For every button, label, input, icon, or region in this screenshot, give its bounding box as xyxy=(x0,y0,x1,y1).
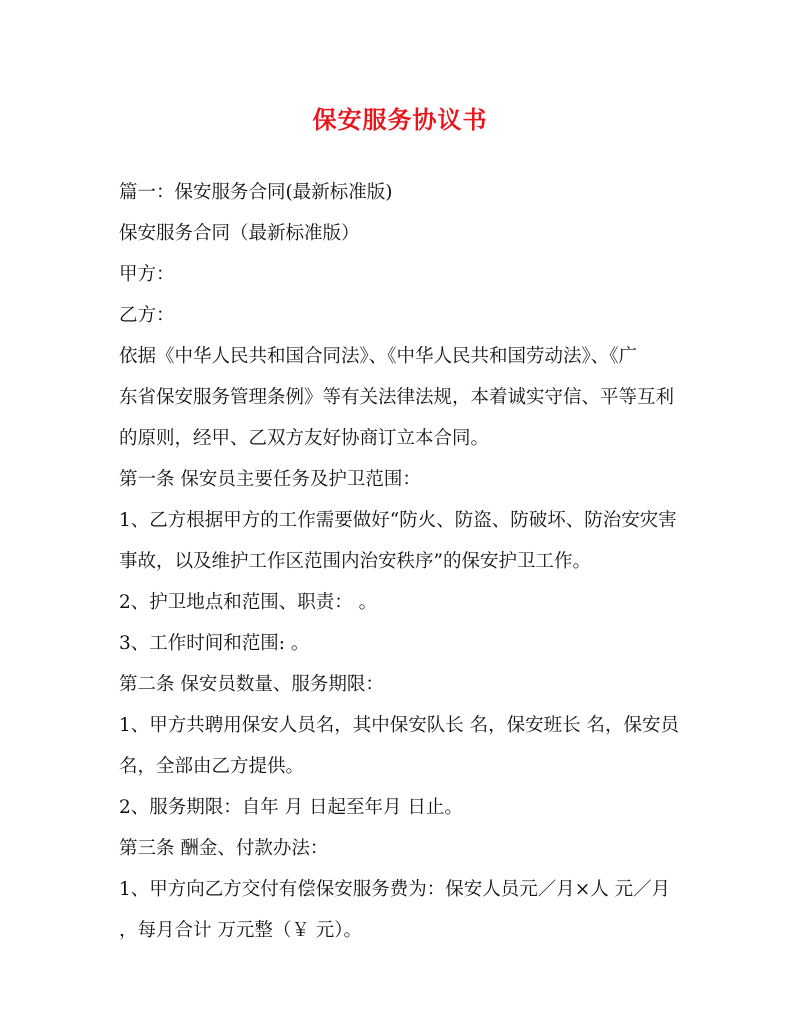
paragraph-line: 2、服务期限：自年 月 日起至年月 日止。 xyxy=(119,797,463,818)
paragraph-line: 名，全部由乙方提供。 xyxy=(119,756,305,777)
party-a-line: 甲方： xyxy=(119,264,175,285)
paragraph-line: 2、护卫地点和范围、职责： 。 xyxy=(119,592,378,613)
paragraph-line: 1、甲方共聘用保安人员名，其中保安队长 名，保安班长 名，保安员 xyxy=(119,715,680,736)
paragraph-line: 东省保安服务管理条例》等有关法律法规，本着诚实守信、平等互利 xyxy=(119,387,675,408)
document-title: 保安服务协议书 xyxy=(312,105,488,134)
paragraph-line: 1、甲方向乙方交付有偿保安服务费为：保安人员元／月×人 元／月 xyxy=(119,879,671,900)
paragraph-line: 依据《中华人民共和国合同法》、《中华人民共和国劳动法》、《广 xyxy=(119,346,638,367)
article-heading: 第二条 保安员数量、服务期限： xyxy=(119,674,384,695)
paragraph-line: 1、乙方根据甲方的工作需要做好“防火、防盗、防破坏、防治安灾害 xyxy=(119,510,677,531)
paragraph-line: 的原则，经甲、乙双方友好协商订立本合同。 xyxy=(119,428,490,449)
contract-name: 保安服务合同（最新标准版） xyxy=(119,223,360,244)
article-heading: 第三条 酬金、付款办法： xyxy=(119,838,329,859)
section-heading: 篇一：保安服务合同(最新标准版) xyxy=(119,182,393,203)
paragraph-line: ，每月合计 万元整（￥ 元）。 xyxy=(119,920,363,941)
paragraph-line: 3、工作时间和范围: 。 xyxy=(119,633,310,654)
party-b-line: 乙方： xyxy=(119,305,175,326)
paragraph-line: 事故，以及维护工作区范围内治安秩序”的保安护卫工作。 xyxy=(119,551,591,572)
article-heading: 第一条 保安员主要任务及护卫范围： xyxy=(119,469,421,490)
document-body xyxy=(119,172,689,951)
